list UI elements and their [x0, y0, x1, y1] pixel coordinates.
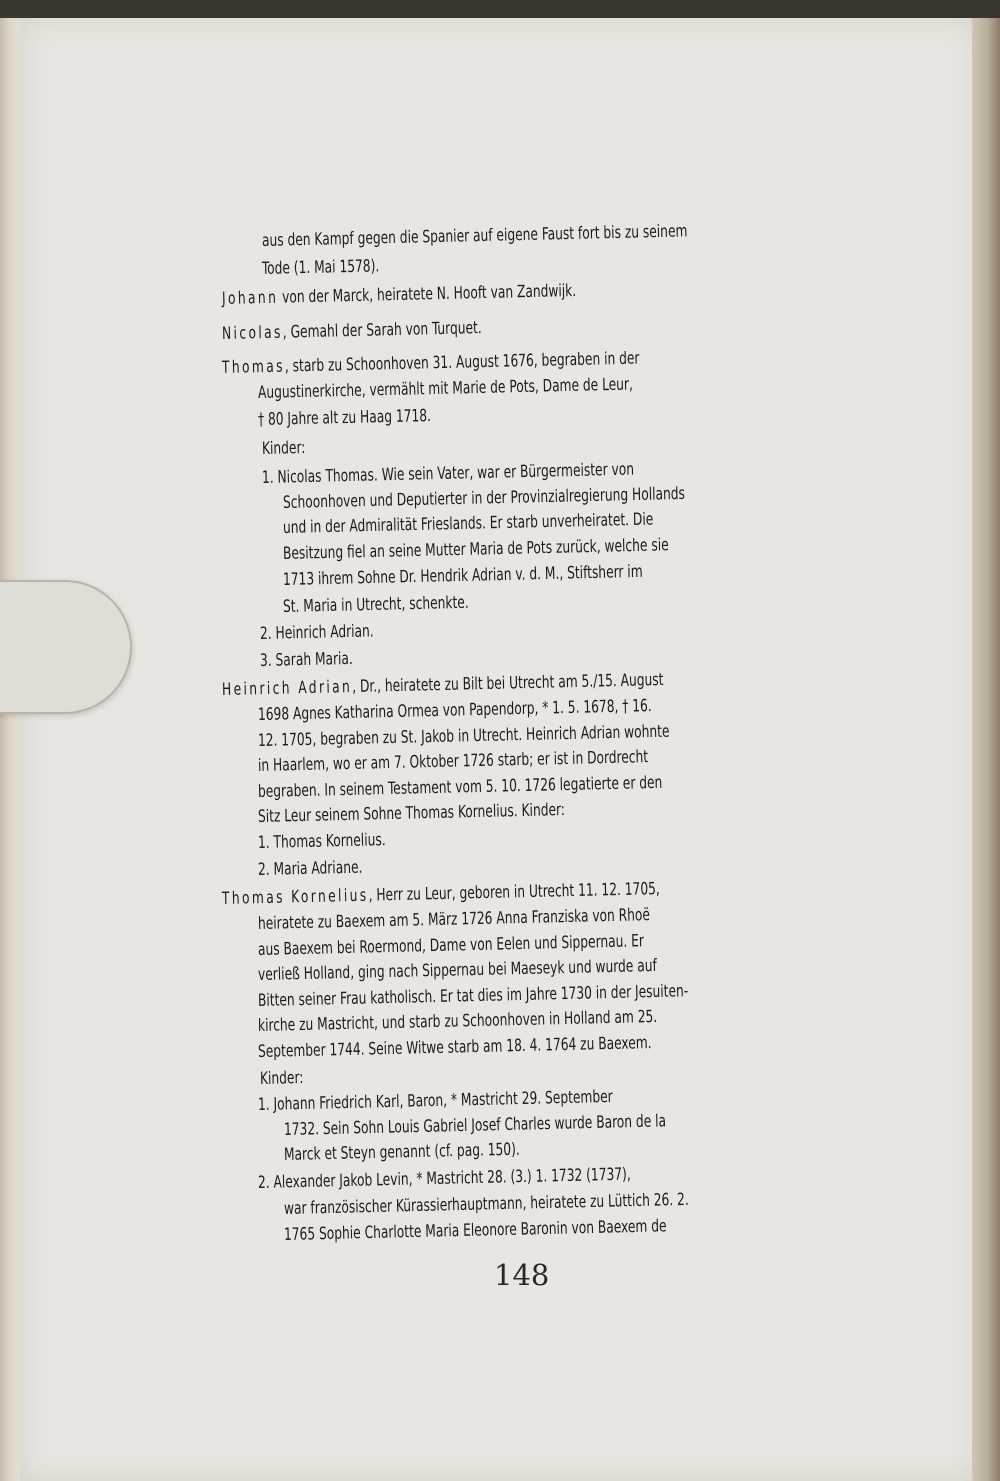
- entry-nicolas: Nicolas, Gemahl der Sarah von Turquet.: [221, 318, 482, 344]
- text-line: 12. 1705, begraben zu St. Jakob in Utrecht. Heinrich Adrian wohnte: [257, 721, 670, 751]
- text-line: aus Baexem bei Roermond, Dame von Eelen und Sippernau. Er: [257, 931, 645, 960]
- entry-thomas-kornelius: Thomas Kornelius, Herr zu Leur, geboren in Utrecht 11. 12. 1705,: [221, 879, 661, 909]
- text-line: Augustinerkirche, vermählt mit Marie de Pots, Dame de Leur,: [257, 374, 634, 403]
- text-line: 2. Maria Adriane.: [257, 857, 363, 880]
- page-number: 148: [494, 1258, 550, 1292]
- text-line: 1698 Agnes Katharina Ormea von Papendorp, * 1. 5. 1678, † 16.: [257, 696, 652, 725]
- entry-thomas: Thomas, starb zu Schoonhoven 31. August 1676, begraben in der: [221, 348, 640, 378]
- text-line: Sitz Leur seinem Sohne Thomas Kornelius. Kinder:: [257, 800, 566, 827]
- entry-johann: Johann von der Marck, heiratete N. Hooft van Zandwijk.: [221, 280, 577, 309]
- text-line: begraben. In seinem Testament vom 5. 10. 1726 legatierte er den: [257, 772, 663, 802]
- text-line: Tode (1. Mai 1578).: [261, 256, 380, 279]
- text-line: 1. Johann Friedrich Karl, Baron, * Mastricht 29. September: [257, 1086, 613, 1115]
- text-line: Bitten seiner Frau katholisch. Er tat dies im Jahre 1730 in der Jesuiten-: [257, 981, 689, 1011]
- text-line: 1765 Sophie Charlotte Maria Eleonore Baronin von Baexem de: [283, 1216, 667, 1245]
- text-line: 3. Sarah Maria.: [259, 648, 354, 671]
- entry-heinrich-adrian: Heinrich Adrian, Dr., heiratete zu Bilt bei Utrecht am 5./15. August: [221, 669, 664, 700]
- text-line: September 1744. Seine Witwe starb am 18. 4. 1764 zu Baexem.: [257, 1033, 652, 1062]
- text-line: aus den Kampf gegen die Spanier auf eigene Faust fort bis zu seinem: [261, 221, 688, 251]
- text-line: Besitzung fiel an seine Mutter Maria de Pots zurück, welche sie: [282, 535, 669, 564]
- text-line: heiratete zu Baexem am 5. März 1726 Anna Franziska von Rhoë: [257, 905, 651, 934]
- text-line: Marck et Steyn genannt (cf. pag. 150).: [283, 1139, 520, 1165]
- text-line: 1. Thomas Kornelius.: [257, 830, 386, 853]
- text-line: 1. Nicolas Thomas. Wie sein Vater, war er Bürgermeister von: [261, 459, 635, 488]
- text-line: kirche zu Mastricht, und starb zu Schoonhoven in Holland am 25.: [257, 1006, 658, 1036]
- text-line: 1713 ihrem Sohne Dr. Hendrik Adrian v. d. M., Stiftsherr im: [282, 561, 643, 590]
- text-line: Kinder:: [259, 1068, 304, 1089]
- text-line: und in der Admiralität Frieslands. Er starb unverheiratet. Die: [282, 509, 654, 538]
- text-line: 2. Heinrich Adrian.: [259, 621, 374, 644]
- text-line: St. Maria in Utrecht, schenkte.: [282, 592, 469, 617]
- text-line: 1732. Sein Sohn Louis Gabriel Josef Charles wurde Baron de la: [283, 1111, 667, 1140]
- text-line: war französischer Kürassierhauptmann, heiratete zu Lüttich 26. 2.: [283, 1189, 689, 1219]
- text-line: 2. Alexander Jakob Levin, * Mastricht 28. (3.) 1. 1732 (1737),: [257, 1164, 631, 1193]
- text-line: verließ Holland, ging nach Sippernau bei Maeseyk und wurde auf: [257, 955, 657, 985]
- text-line: Kinder:: [261, 438, 306, 459]
- text-line: Schoonhoven und Deputierter in der Provinzialregierung Hollands: [282, 483, 686, 513]
- text-line: in Haarlem, wo er am 7. Oktober 1726 starb; er ist in Dordrecht: [257, 747, 649, 776]
- text-line: † 80 Jahre alt zu Haag 1718.: [257, 406, 432, 430]
